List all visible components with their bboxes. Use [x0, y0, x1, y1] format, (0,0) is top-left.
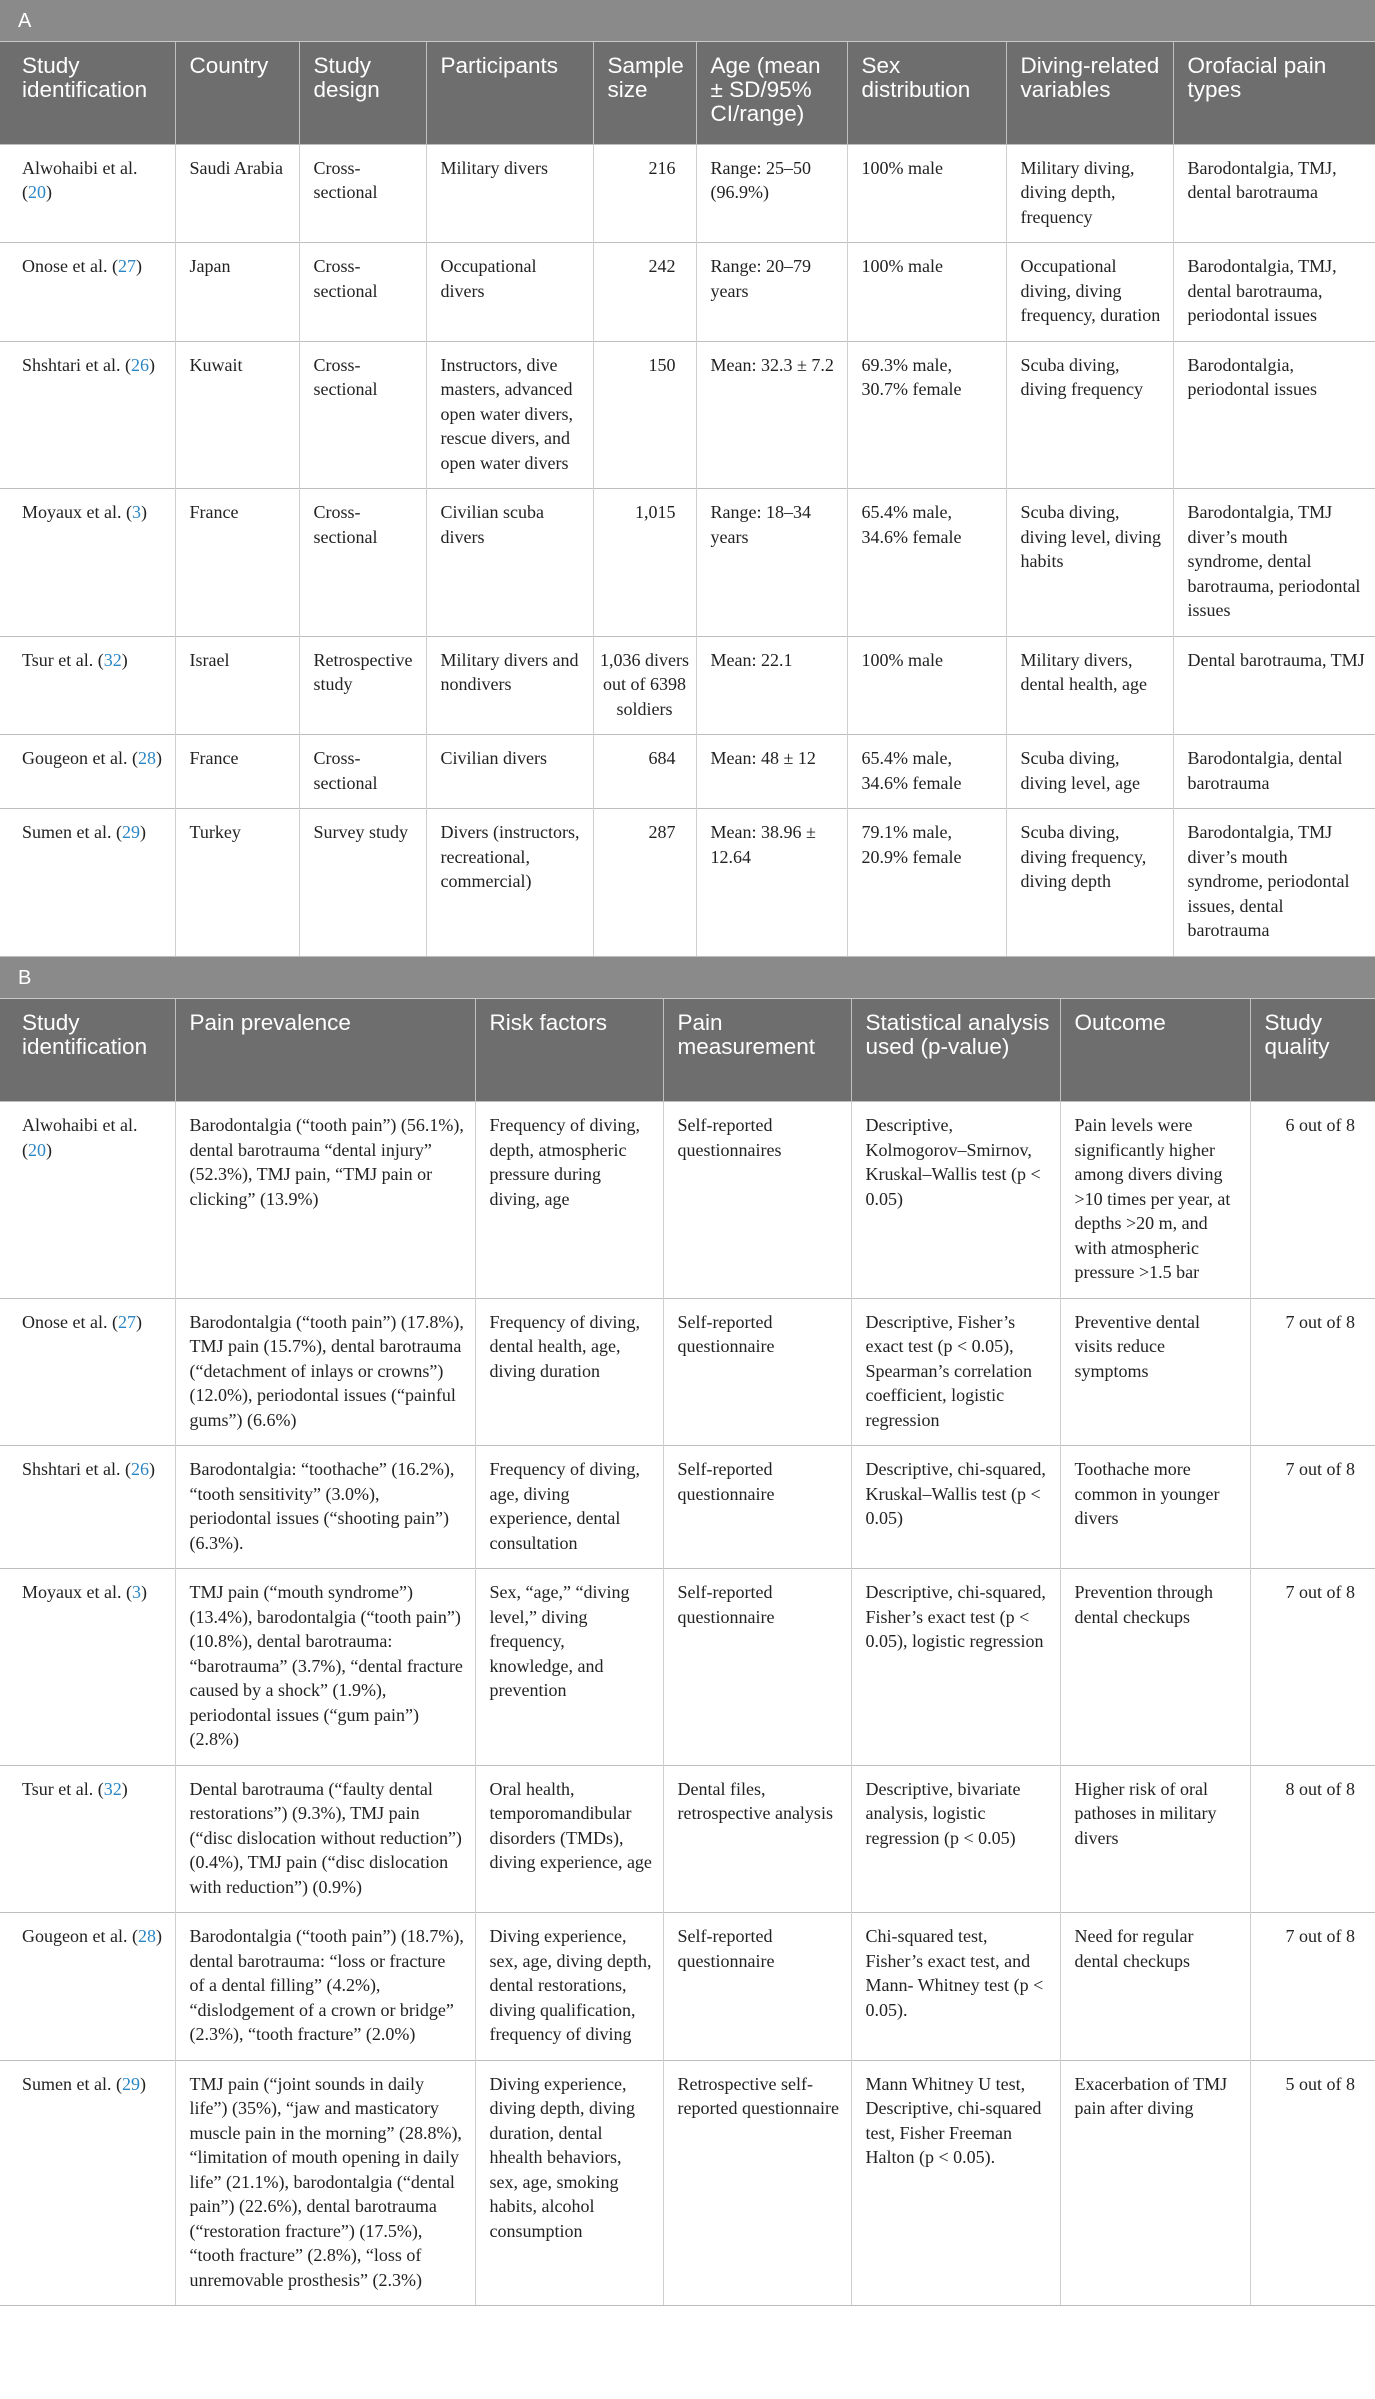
- diving-variables-cell: Scuba diving, diving level, diving habits: [1006, 489, 1173, 637]
- study-quality-cell: 6 out of 8: [1250, 1102, 1375, 1299]
- orofacial-pain-types-cell: Barodontalgia, periodontal issues: [1173, 341, 1375, 489]
- statistical-analysis-cell: Descriptive, chi-squared, Fisher’s exact test (p < 0.05), logistic regression: [851, 1569, 1060, 1766]
- sample-size-cell: 1,036 divers out of 6398 soldiers: [593, 636, 696, 735]
- reference-link: 28: [137, 1926, 156, 1946]
- pain-measurement-cell: Retrospective self-reported questionnaire: [663, 2060, 851, 2306]
- table-b-column-header: Pain measurement: [663, 999, 851, 1102]
- study-author: Shshtari et al.: [22, 354, 121, 375]
- table-b-column-header: Risk factors: [475, 999, 663, 1102]
- study-author: Gougeon et al.: [22, 748, 128, 768]
- table-a-column-header: Country: [175, 42, 299, 144]
- study-author: Onose et al.: [22, 1311, 108, 1332]
- study-author: Tsur et al.: [22, 1778, 94, 1799]
- table-a-column-header: Orofacial pain types: [1173, 42, 1375, 144]
- section-a-label: A: [0, 0, 1375, 42]
- orofacial-pain-types-cell: Barodontalgia, TMJ diver’s mouth syndrome, periodontal issues, dental barotrauma: [1173, 809, 1375, 957]
- reference-link: 32: [103, 649, 122, 670]
- country-cell: Japan: [175, 243, 299, 342]
- table-row: [0, 1298, 1375, 1446]
- reference-link: 26: [130, 1459, 149, 1479]
- study-quality-cell: 7 out of 8: [1250, 1913, 1375, 2061]
- country-cell: Israel: [175, 636, 299, 735]
- sex-distribution-cell: 100% male: [847, 243, 1006, 342]
- statistical-analysis-cell: Mann Whitney U test, Descriptive, chi-squared test, Fisher Freeman Halton (p < 0.05).: [851, 2060, 1060, 2306]
- table-a-column-header: Diving-related variables: [1006, 42, 1173, 144]
- study-identification-cell: Sumen et al. (29): [0, 809, 175, 957]
- diving-variables-cell: Scuba diving, diving frequency: [1006, 341, 1173, 489]
- risk-factors-cell: Diving experience, sex, age, diving depth, dental restorations, diving qualification, frequency of diving: [475, 1913, 663, 2061]
- risk-factors-cell: Frequency of diving, age, diving experience, dental consultation: [475, 1446, 663, 1569]
- risk-factors-cell: Diving experience, diving depth, diving duration, dental hhealth behaviors, sex, age, smoking habits, alcohol consumption: [475, 2060, 663, 2306]
- reference-link: 3: [131, 502, 141, 522]
- sample-size-cell: 1,015: [593, 489, 696, 637]
- participants-cell: Divers (instructors, recreational, commercial): [426, 809, 593, 957]
- diving-variables-cell: Occupational diving, diving frequency, duration: [1006, 243, 1173, 342]
- study-author: Onose et al.: [22, 256, 108, 276]
- outcome-cell: Exacerbation of TMJ pain after diving: [1060, 2060, 1250, 2306]
- diving-variables-cell: Scuba diving, diving frequency, diving depth: [1006, 809, 1173, 957]
- table-row: [0, 636, 1375, 735]
- study-quality-cell: 7 out of 8: [1250, 1298, 1375, 1446]
- reference-link: 29: [121, 822, 140, 842]
- study-author: Sumen et al.: [22, 822, 112, 842]
- sex-distribution-cell: 79.1% male, 20.9% female: [847, 809, 1006, 957]
- study-design-cell: Cross-sectional: [299, 144, 426, 243]
- sample-size-cell: 216: [593, 144, 696, 243]
- study-identification-cell: Moyaux et al. (3): [0, 489, 175, 637]
- table-b-column-header: Pain prevalence: [175, 999, 475, 1102]
- study-quality-cell: 7 out of 8: [1250, 1569, 1375, 1766]
- table-a-column-header: Sample size: [593, 42, 696, 144]
- statistical-analysis-cell: Descriptive, bivariate analysis, logistic regression (p < 0.05): [851, 1765, 1060, 1913]
- age-cell: Mean: 22.1: [696, 636, 847, 735]
- orofacial-pain-types-cell: Barodontalgia, dental barotrauma: [1173, 735, 1375, 809]
- table-a-column-header: Sex distribution: [847, 42, 1006, 144]
- table-b-column-header: Study identification: [0, 999, 175, 1102]
- statistical-analysis-cell: Descriptive, Fisher’s exact test (p < 0.05), Spearman’s correlation coefficient, logistic regression: [851, 1298, 1060, 1446]
- table-a-column-header: Age (mean ± SD/95% CI/range): [696, 42, 847, 144]
- reference-link: 3: [131, 1582, 141, 1602]
- outcome-cell: Prevention through dental checkups: [1060, 1569, 1250, 1766]
- study-identification-cell: Alwohaibi et al. (20): [0, 1102, 175, 1299]
- study-identification-cell: Gougeon et al. (28): [0, 1913, 175, 2061]
- age-cell: Mean: 48 ± 12: [696, 735, 847, 809]
- orofacial-pain-types-cell: Dental barotrauma, TMJ: [1173, 636, 1375, 735]
- sex-distribution-cell: 69.3% male, 30.7% female: [847, 341, 1006, 489]
- reference-link: 29: [121, 2073, 140, 2094]
- study-author: Moyaux et al.: [22, 1582, 122, 1602]
- participants-cell: Civilian scuba divers: [426, 489, 593, 637]
- study-identification-cell: Onose et al. (27): [0, 243, 175, 342]
- study-identification-cell: Tsur et al. (32): [0, 636, 175, 735]
- orofacial-pain-types-cell: Barodontalgia, TMJ, dental barotrauma, periodontal issues: [1173, 243, 1375, 342]
- study-quality-cell: 7 out of 8: [1250, 1446, 1375, 1569]
- sample-size-cell: 684: [593, 735, 696, 809]
- table-row: [0, 144, 1375, 243]
- study-design-cell: Cross-sectional: [299, 489, 426, 637]
- table-row: [0, 2060, 1375, 2306]
- participants-cell: Instructors, dive masters, advanced open water divers, rescue divers, and open water divers: [426, 341, 593, 489]
- reference-link: 20: [28, 1139, 46, 1160]
- pain-prevalence-cell: TMJ pain (“mouth syndrome”) (13.4%), barodontalgia (“tooth pain”) (10.8%), dental barotrauma: “barotrauma” (3.7%), “dental fracture caused by a shock” (1.9%), periodontal issues (“gum pain”) (2.8%): [175, 1569, 475, 1766]
- table-row: [0, 735, 1375, 809]
- table-b: [0, 999, 1375, 2307]
- table-a-column-header: Study identification: [0, 42, 175, 144]
- table-b-column-header: Study quality: [1250, 999, 1375, 1102]
- diving-variables-cell: Scuba diving, diving level, age: [1006, 735, 1173, 809]
- diving-variables-cell: Military diving, diving depth, frequency: [1006, 144, 1173, 243]
- study-author: Alwohaibi et al.: [22, 1115, 138, 1135]
- risk-factors-cell: Frequency of diving, dental health, age, diving duration: [475, 1298, 663, 1446]
- participants-cell: Military divers: [426, 144, 593, 243]
- table-b-column-header: Outcome: [1060, 999, 1250, 1102]
- outcome-cell: Preventive dental visits reduce symptoms: [1060, 1298, 1250, 1446]
- age-cell: Mean: 32.3 ± 7.2: [696, 341, 847, 489]
- table-row: [0, 1102, 1375, 1299]
- reference-link: 26: [130, 354, 149, 375]
- statistical-analysis-cell: Chi-squared test, Fisher’s exact test, and Mann- Whitney test (p < 0.05).: [851, 1913, 1060, 2061]
- study-identification-cell: Gougeon et al. (28): [0, 735, 175, 809]
- pain-prevalence-cell: Barodontalgia: “toothache” (16.2%), “tooth sensitivity” (3.0%), periodontal issues (“shooting pain”) (6.3%).: [175, 1446, 475, 1569]
- study-author: Shshtari et al.: [22, 1459, 121, 1479]
- country-cell: France: [175, 735, 299, 809]
- sample-size-cell: 287: [593, 809, 696, 957]
- country-cell: Saudi Arabia: [175, 144, 299, 243]
- pain-prevalence-cell: Barodontalgia (“tooth pain”) (56.1%), dental barotrauma “dental injury” (52.3%), TMJ pain, “TMJ pain or clicking” (13.9%): [175, 1102, 475, 1299]
- sex-distribution-cell: 100% male: [847, 636, 1006, 735]
- pain-measurement-cell: Self-reported questionnaires: [663, 1102, 851, 1299]
- study-identification-cell: Sumen et al. (29): [0, 2060, 175, 2306]
- pain-measurement-cell: Dental files, retrospective analysis: [663, 1765, 851, 1913]
- study-design-cell: Survey study: [299, 809, 426, 957]
- table-row: [0, 1569, 1375, 1766]
- study-quality-cell: 8 out of 8: [1250, 1765, 1375, 1913]
- sex-distribution-cell: 65.4% male, 34.6% female: [847, 489, 1006, 637]
- outcome-cell: Need for regular dental checkups: [1060, 1913, 1250, 2061]
- sex-distribution-cell: 100% male: [847, 144, 1006, 243]
- table-row: [0, 1913, 1375, 2061]
- table-a: [0, 42, 1375, 957]
- study-design-cell: Cross-sectional: [299, 341, 426, 489]
- country-cell: France: [175, 489, 299, 637]
- reference-link: 28: [137, 748, 156, 768]
- study-author: Gougeon et al.: [22, 1926, 128, 1946]
- outcome-cell: Higher risk of oral pathoses in military divers: [1060, 1765, 1250, 1913]
- section-b-label: B: [0, 957, 1375, 999]
- statistical-analysis-cell: Descriptive, Kolmogorov–Smirnov, Kruskal–Wallis test (p < 0.05): [851, 1102, 1060, 1299]
- age-cell: Range: 20–79 years: [696, 243, 847, 342]
- pain-prevalence-cell: Barodontalgia (“tooth pain”) (18.7%), dental barotrauma: “loss or fracture of a dental filling” (4.2%), “dislodgement of a crown or bridge” (2.3%), “tooth fracture” (2.0%): [175, 1913, 475, 2061]
- outcome-cell: Toothache more common in younger divers: [1060, 1446, 1250, 1569]
- sample-size-cell: 150: [593, 341, 696, 489]
- table-row: [0, 489, 1375, 637]
- pain-prevalence-cell: Barodontalgia (“tooth pain”) (17.8%), TMJ pain (15.7%), dental barotrauma (“detachment of inlays or crowns”) (12.0%), periodontal issues (“painful gums”) (6.6%): [175, 1298, 475, 1446]
- table-row: [0, 341, 1375, 489]
- pain-measurement-cell: Self-reported questionnaire: [663, 1298, 851, 1446]
- study-author: Sumen et al.: [22, 2073, 112, 2094]
- study-identification-cell: Alwohaibi et al. (20): [0, 144, 175, 243]
- table-row: [0, 243, 1375, 342]
- diving-variables-cell: Military divers, dental health, age: [1006, 636, 1173, 735]
- table-row: [0, 1765, 1375, 1913]
- pain-measurement-cell: Self-reported questionnaire: [663, 1913, 851, 2061]
- risk-factors-cell: Frequency of diving, depth, atmospheric pressure during diving, age: [475, 1102, 663, 1299]
- study-quality-cell: 5 out of 8: [1250, 2060, 1375, 2306]
- study-identification-cell: Onose et al. (27): [0, 1298, 175, 1446]
- country-cell: Turkey: [175, 809, 299, 957]
- sex-distribution-cell: 65.4% male, 34.6% female: [847, 735, 1006, 809]
- participants-cell: Civilian divers: [426, 735, 593, 809]
- risk-factors-cell: Oral health, temporomandibular disorders (TMDs), diving experience, age: [475, 1765, 663, 1913]
- age-cell: Range: 25–50 (96.9%): [696, 144, 847, 243]
- table-row: [0, 1446, 1375, 1569]
- reference-link: 27: [117, 256, 136, 276]
- country-cell: Kuwait: [175, 341, 299, 489]
- table-b-column-header: Statistical analysis used (p-value): [851, 999, 1060, 1102]
- pain-prevalence-cell: TMJ pain (“joint sounds in daily life”) (35%), “jaw and masticatory muscle pain in the morning” (28.8%), “limitation of mouth opening in daily life” (21.1%), barodontalgia (“dental pain”) (22.6%), dental barotrauma (“restoration fracture”) (17.5%), “tooth fracture” (2.8%), “loss of unremovable prosthesis” (2.3%): [175, 2060, 475, 2306]
- pain-prevalence-cell: Dental barotrauma (“faulty dental restorations”) (9.3%), TMJ pain (“disc dislocation without reduction”) (0.4%), TMJ pain (“disc dislocation with reduction”) (0.9%): [175, 1765, 475, 1913]
- study-identification-cell: Shshtari et al. (26): [0, 341, 175, 489]
- table-a-column-header: Study design: [299, 42, 426, 144]
- reference-link: 32: [103, 1778, 122, 1799]
- study-identification-cell: Tsur et al. (32): [0, 1765, 175, 1913]
- orofacial-pain-types-cell: Barodontalgia, TMJ diver’s mouth syndrome, dental barotrauma, periodontal issues: [1173, 489, 1375, 637]
- sample-size-cell: 242: [593, 243, 696, 342]
- orofacial-pain-types-cell: Barodontalgia, TMJ, dental barotrauma: [1173, 144, 1375, 243]
- risk-factors-cell: Sex, “age,” “diving level,” diving frequency, knowledge, and prevention: [475, 1569, 663, 1766]
- age-cell: Range: 18–34 years: [696, 489, 847, 637]
- study-identification-cell: Moyaux et al. (3): [0, 1569, 175, 1766]
- reference-link: 27: [117, 1311, 136, 1332]
- study-design-cell: Cross-sectional: [299, 735, 426, 809]
- table-a-column-header: Participants: [426, 42, 593, 144]
- reference-link: 20: [28, 182, 46, 202]
- study-design-cell: Retrospective study: [299, 636, 426, 735]
- study-author: Tsur et al.: [22, 649, 94, 670]
- age-cell: Mean: 38.96 ± 12.64: [696, 809, 847, 957]
- study-design-cell: Cross-sectional: [299, 243, 426, 342]
- study-author: Alwohaibi et al.: [22, 157, 138, 178]
- statistical-analysis-cell: Descriptive, chi-squared, Kruskal–Wallis test (p < 0.05): [851, 1446, 1060, 1569]
- participants-cell: Occupational divers: [426, 243, 593, 342]
- table-row: [0, 809, 1375, 957]
- participants-cell: Military divers and nondivers: [426, 636, 593, 735]
- study-author: Moyaux et al.: [22, 502, 122, 522]
- pain-measurement-cell: Self-reported questionnaire: [663, 1446, 851, 1569]
- pain-measurement-cell: Self-reported questionnaire: [663, 1569, 851, 1766]
- outcome-cell: Pain levels were significantly higher among divers diving >10 times per year, at depths >20 m, and with atmospheric pressure >1.5 bar: [1060, 1102, 1250, 1299]
- study-identification-cell: Shshtari et al. (26): [0, 1446, 175, 1569]
